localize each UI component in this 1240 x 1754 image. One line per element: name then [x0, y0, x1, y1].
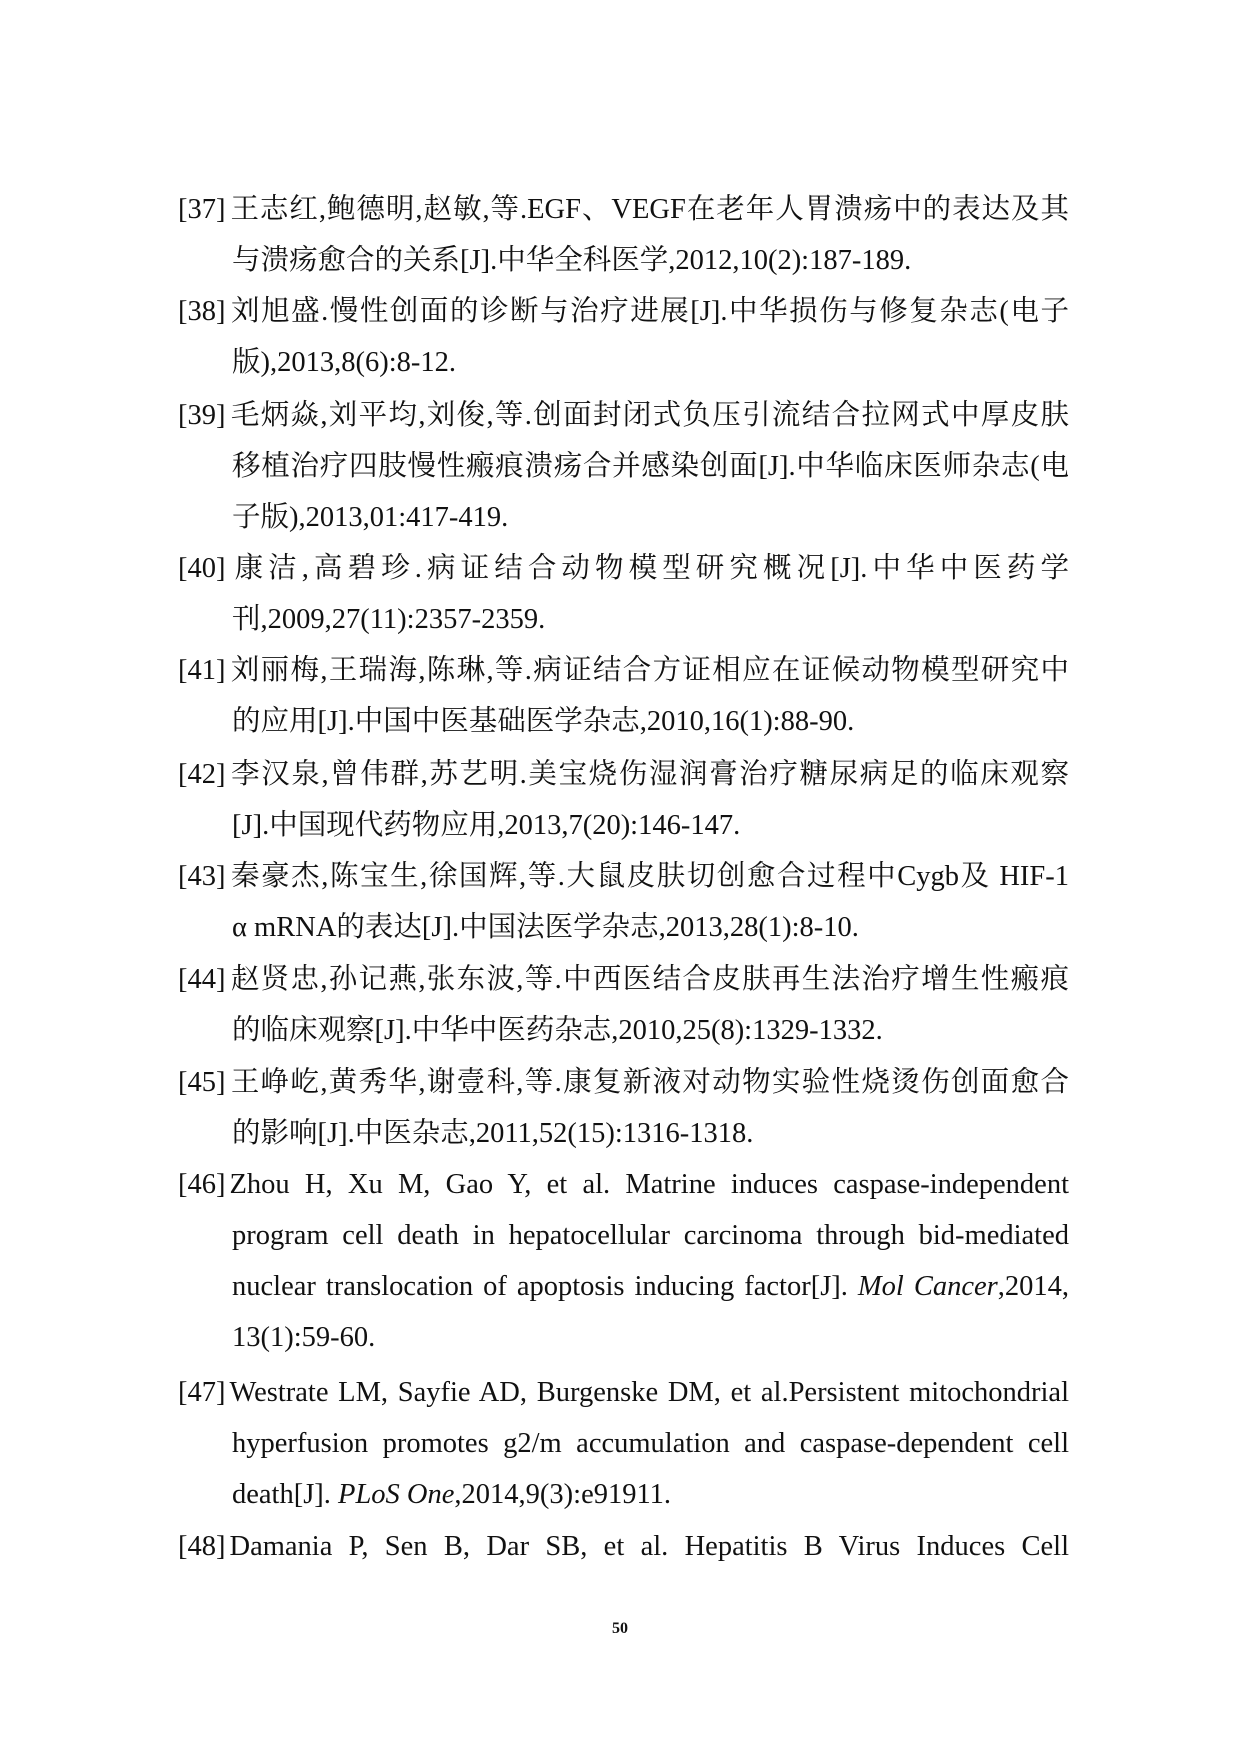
- reference-text: death[J].: [232, 1479, 339, 1510]
- reference-number: [44]: [178, 964, 226, 995]
- reference-line: 移植治疗四肢慢性瘢痕溃疡合并感染创面[J].中华临床医师杂志(电: [232, 451, 1069, 482]
- reference-number: [41]: [178, 655, 226, 686]
- reference-item: [178, 851, 1069, 953]
- reference-text: Westrate LM, Sayfie AD, Burgenske DM, et al.Persistent mitochondrial: [229, 1377, 1069, 1408]
- reference-item: [178, 390, 1069, 543]
- reference-number: [38]: [178, 296, 226, 327]
- reference-line: [178, 1367, 1069, 1418]
- reference-line: [178, 1261, 1069, 1312]
- reference-text: 刘丽梅,王瑞海,陈琳,等.病证结合方证相应在证候动物模型研究中: [229, 655, 1069, 686]
- reference-item: [178, 749, 1069, 851]
- reference-line: 13(1):59-60.: [232, 1322, 376, 1353]
- reference-line: [178, 286, 1069, 337]
- reference-line: [178, 1469, 1069, 1520]
- journal-name: Mol Cancer: [857, 1271, 998, 1302]
- reference-item: [178, 543, 1069, 645]
- reference-item: [178, 954, 1069, 1056]
- reference-item: [178, 645, 1069, 747]
- reference-text: 刘旭盛.慢性创面的诊断与治疗进展[J].中华损伤与修复杂志(电子: [229, 296, 1069, 327]
- reference-item: [178, 1521, 1069, 1572]
- reference-number: [48]: [178, 1531, 226, 1562]
- reference-text: nuclear translocation of apoptosis inducing factor[J].: [232, 1271, 858, 1302]
- reference-text: 王志红,鲍德明,赵敏,等.EGF、VEGF在老年人胃溃疡中的表达及其: [229, 194, 1069, 225]
- reference-text: ,2014,: [997, 1271, 1069, 1302]
- reference-line: [178, 954, 1069, 1005]
- reference-line: hyperfusion promotes g2/m accumulation and caspase-dependent cell: [232, 1428, 1069, 1459]
- reference-line: [178, 851, 1069, 902]
- reference-number: [39]: [178, 400, 226, 431]
- reference-line: [178, 749, 1069, 800]
- reference-line: 版),2013,8(6):8-12.: [232, 347, 457, 378]
- reference-line: [178, 390, 1069, 441]
- reference-line: [178, 1057, 1069, 1108]
- journal-name: PLoS One: [338, 1479, 455, 1510]
- reference-text: 李汉泉,曾伟群,苏艺明.美宝烧伤湿润膏治疗糖尿病足的临床观察: [229, 759, 1069, 790]
- reference-line: 与溃疡愈合的关系[J].中华全科医学,2012,10(2):187-189.: [232, 245, 912, 276]
- reference-item: [178, 1057, 1069, 1159]
- reference-text: 康洁,高碧珍.病证结合动物模型研究概况[J].中华中医药学: [229, 553, 1069, 584]
- reference-number: [47]: [178, 1377, 226, 1408]
- reference-line: [178, 1159, 1069, 1210]
- reference-line: program cell death in hepatocellular carcinoma through bid-mediated: [232, 1220, 1069, 1251]
- reference-item: [178, 1367, 1069, 1520]
- reference-text: Damania P, Sen B, Dar SB, et al. Hepatitis B Virus Induces Cell: [229, 1531, 1069, 1562]
- reference-line: [178, 1521, 1069, 1572]
- reference-item: [178, 184, 1069, 286]
- reference-line: α mRNA的表达[J].中国法医学杂志,2013,28(1):8-10.: [232, 912, 859, 943]
- reference-line: 刊,2009,27(11):2357-2359.: [232, 604, 546, 635]
- reference-number: [43]: [178, 861, 226, 892]
- reference-line: [178, 184, 1069, 235]
- reference-line: [178, 645, 1069, 696]
- reference-number: [40]: [178, 553, 226, 584]
- reference-text: ,2014,9(3):e91911.: [454, 1479, 672, 1510]
- reference-line: [J].中国现代药物应用,2013,7(20):146-147.: [232, 810, 741, 841]
- reference-number: [42]: [178, 759, 226, 790]
- reference-text: 毛炳焱,刘平均,刘俊,等.创面封闭式负压引流结合拉网式中厚皮肤: [229, 400, 1069, 431]
- reference-line: 的应用[J].中国中医基础医学杂志,2010,16(1):88-90.: [232, 706, 855, 737]
- reference-line: [178, 543, 1069, 594]
- reference-item: [178, 1159, 1069, 1363]
- reference-text: 秦豪杰,陈宝生,徐国辉,等.大鼠皮肤切创愈合过程中Cygb及 HIF-1: [229, 861, 1069, 892]
- reference-number: [45]: [178, 1067, 226, 1098]
- reference-text: 赵贤忠,孙记燕,张东波,等.中西医结合皮肤再生法治疗增生性瘢痕: [229, 964, 1069, 995]
- reference-number: [46]: [178, 1169, 226, 1200]
- reference-line: 的临床观察[J].中华中医药杂志,2010,25(8):1329-1332.: [232, 1015, 883, 1046]
- reference-number: [37]: [178, 194, 226, 225]
- reference-text: Zhou H, Xu M, Gao Y, et al. Matrine induces caspase-independent: [229, 1169, 1069, 1200]
- page-number: 50: [612, 1620, 628, 1637]
- reference-text: 王峥屹,黄秀华,谢壹科,等.康复新液对动物实验性烧烫伤创面愈合: [229, 1067, 1069, 1098]
- reference-line: 子版),2013,01:417-419.: [232, 502, 509, 533]
- reference-line: 的影响[J].中医杂志,2011,52(15):1316-1318.: [232, 1118, 754, 1149]
- reference-item: [178, 286, 1069, 388]
